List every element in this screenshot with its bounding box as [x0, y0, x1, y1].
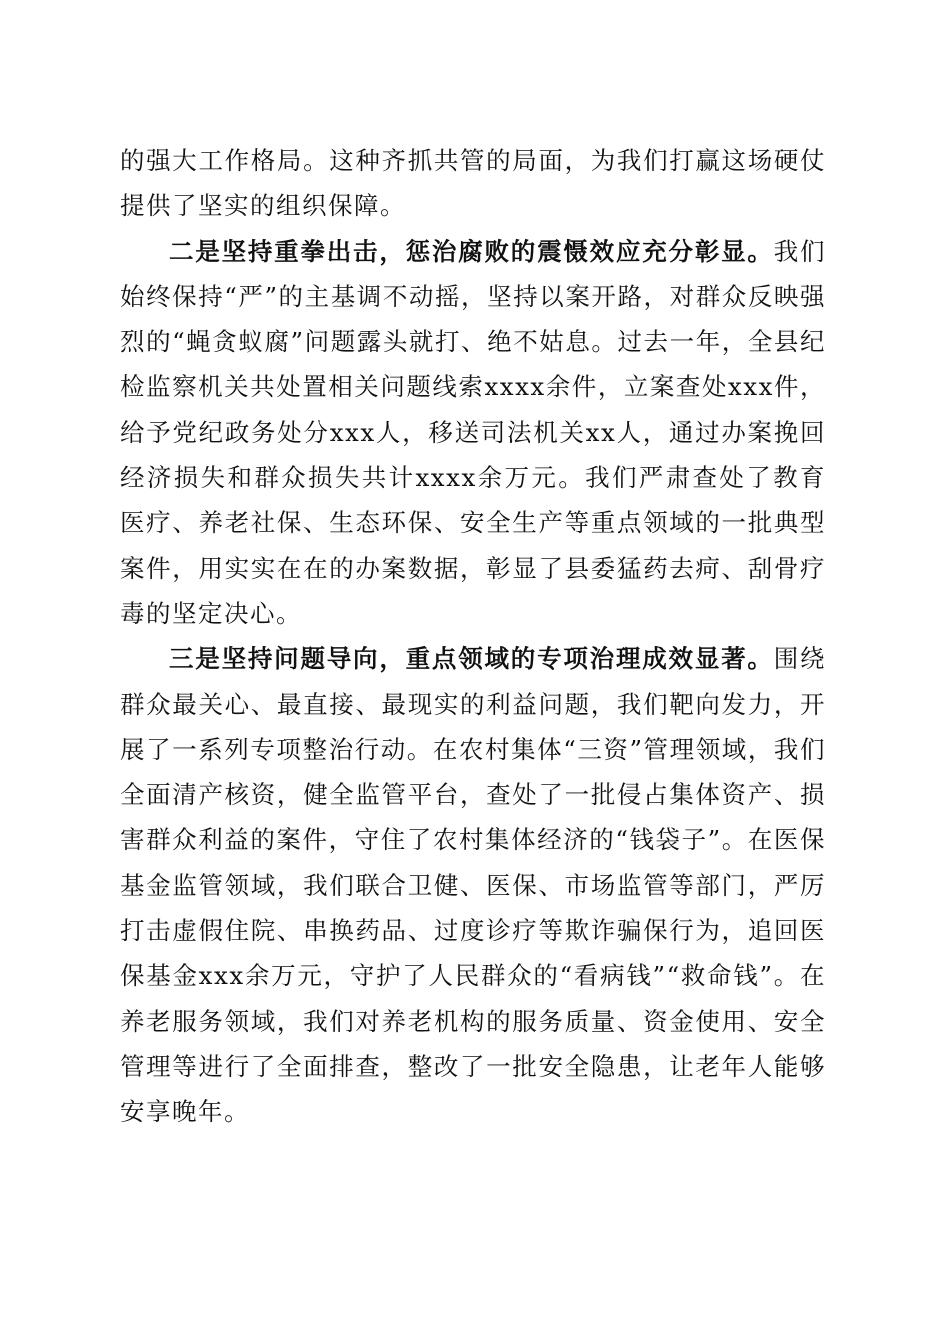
paragraph-lead-heading: 二是坚持重拳出击，惩治腐败的震慑效应充分彰显。: [169, 236, 774, 266]
paragraph-point-two: [120, 229, 826, 637]
document-body: [120, 138, 826, 1135]
paragraph-lead-heading: 三是坚持问题导向，重点领域的专项治理成效显著。: [169, 644, 774, 674]
paragraph-continuation: [120, 138, 826, 229]
paragraph-text: 我们始终保持“严”的主基调不动摇，坚持以案开路，对群众反映强烈的“蝇贪蚁腐”问题露头就打、绝不姑息。过去一年，全县纪检监察机关共处置相关问题线索xxxx余件，立案查处xxx件，给予党纪政务处分xxx人，移送司法机关xx人，通过办案挽回经济损失和群众损失共计xxxx余万元。我们严肃查处了教育医疗、养老社保、生态环保、安全生产等重点领域的一批典型案件，用实实在在的办案数据，彰显了县委猛药去疴、刮骨疗毒的坚定决心。: [120, 236, 827, 628]
paragraph-point-three: [120, 636, 826, 1134]
paragraph-text: 围绕群众最关心、最直接、最现实的利益问题，我们靶向发力，开展了一系列专项整治行动。在农村集体“三资”管理领域，我们全面清产核资，健全监管平台，查处了一批侵占集体资产、损害群众利益的案件，守住了农村集体经济的“钱袋子”。在医保基金监管领域，我们联合卫健、医保、市场监管等部门，严厉打击虚假住院、串换药品、过度诊疗等欺诈骗保行为，追回医保基金xxx余万元，守护了人民群众的“看病钱”“救命钱”。在养老服务领域，我们对养老机构的服务质量、资金使用、安全管理等进行了全面排查，整改了一批安全隐患，让老年人能够安享晚年。: [120, 644, 827, 1127]
paragraph-text: 的强大工作格局。这种齐抓共管的局面，为我们打赢这场硬仗提供了坚实的组织保障。: [120, 146, 826, 221]
